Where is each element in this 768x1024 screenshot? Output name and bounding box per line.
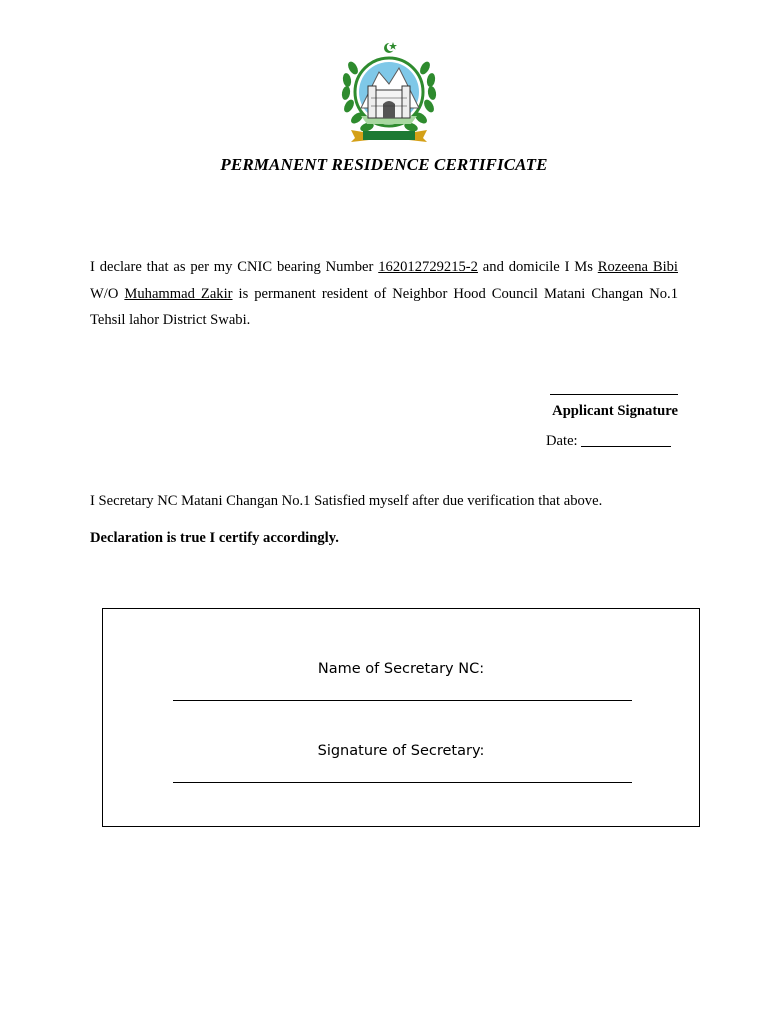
declaration-text: is permanent resident of Neighbor Hood Council Matani Changan No.1 Tehsil lahor District Swabi.	[90, 285, 678, 328]
secretary-name-label: Name of Secretary NC:	[317, 661, 485, 677]
date-field-line[interactable]	[581, 432, 671, 447]
secretary-box	[102, 608, 700, 827]
government-emblem-icon	[339, 38, 439, 144]
certify-statement: Declaration is true I certify accordingly.	[90, 530, 339, 546]
secretary-signature-line[interactable]	[173, 782, 632, 783]
husband-name: Muhammad Zakir	[124, 285, 233, 302]
date-label: Date:	[546, 433, 578, 449]
secretary-name-line[interactable]	[173, 700, 632, 701]
declaration-text: W/O	[90, 285, 125, 302]
declaration-text: and domicile I Ms	[477, 259, 598, 275]
certificate-title: PERMANENT RESIDENCE CERTIFICATE	[220, 155, 548, 174]
declaration-paragraph	[90, 254, 678, 334]
cnic-number: 162012729215-2	[378, 259, 478, 275]
declaration-text: I declare that as per my CNIC bearing Number	[90, 259, 379, 275]
applicant-signature-block	[550, 380, 678, 420]
applicant-name: Rozeena Bibi	[597, 259, 678, 275]
date-row	[546, 432, 671, 450]
applicant-signature-line[interactable]	[550, 380, 678, 395]
applicant-signature-label: Applicant Signature	[552, 403, 678, 419]
secretary-statement: I Secretary NC Matani Changan No.1 Satisfied myself after due verification that above.	[90, 493, 603, 509]
secretary-signature-label: Signature of Secretary:	[317, 743, 485, 759]
